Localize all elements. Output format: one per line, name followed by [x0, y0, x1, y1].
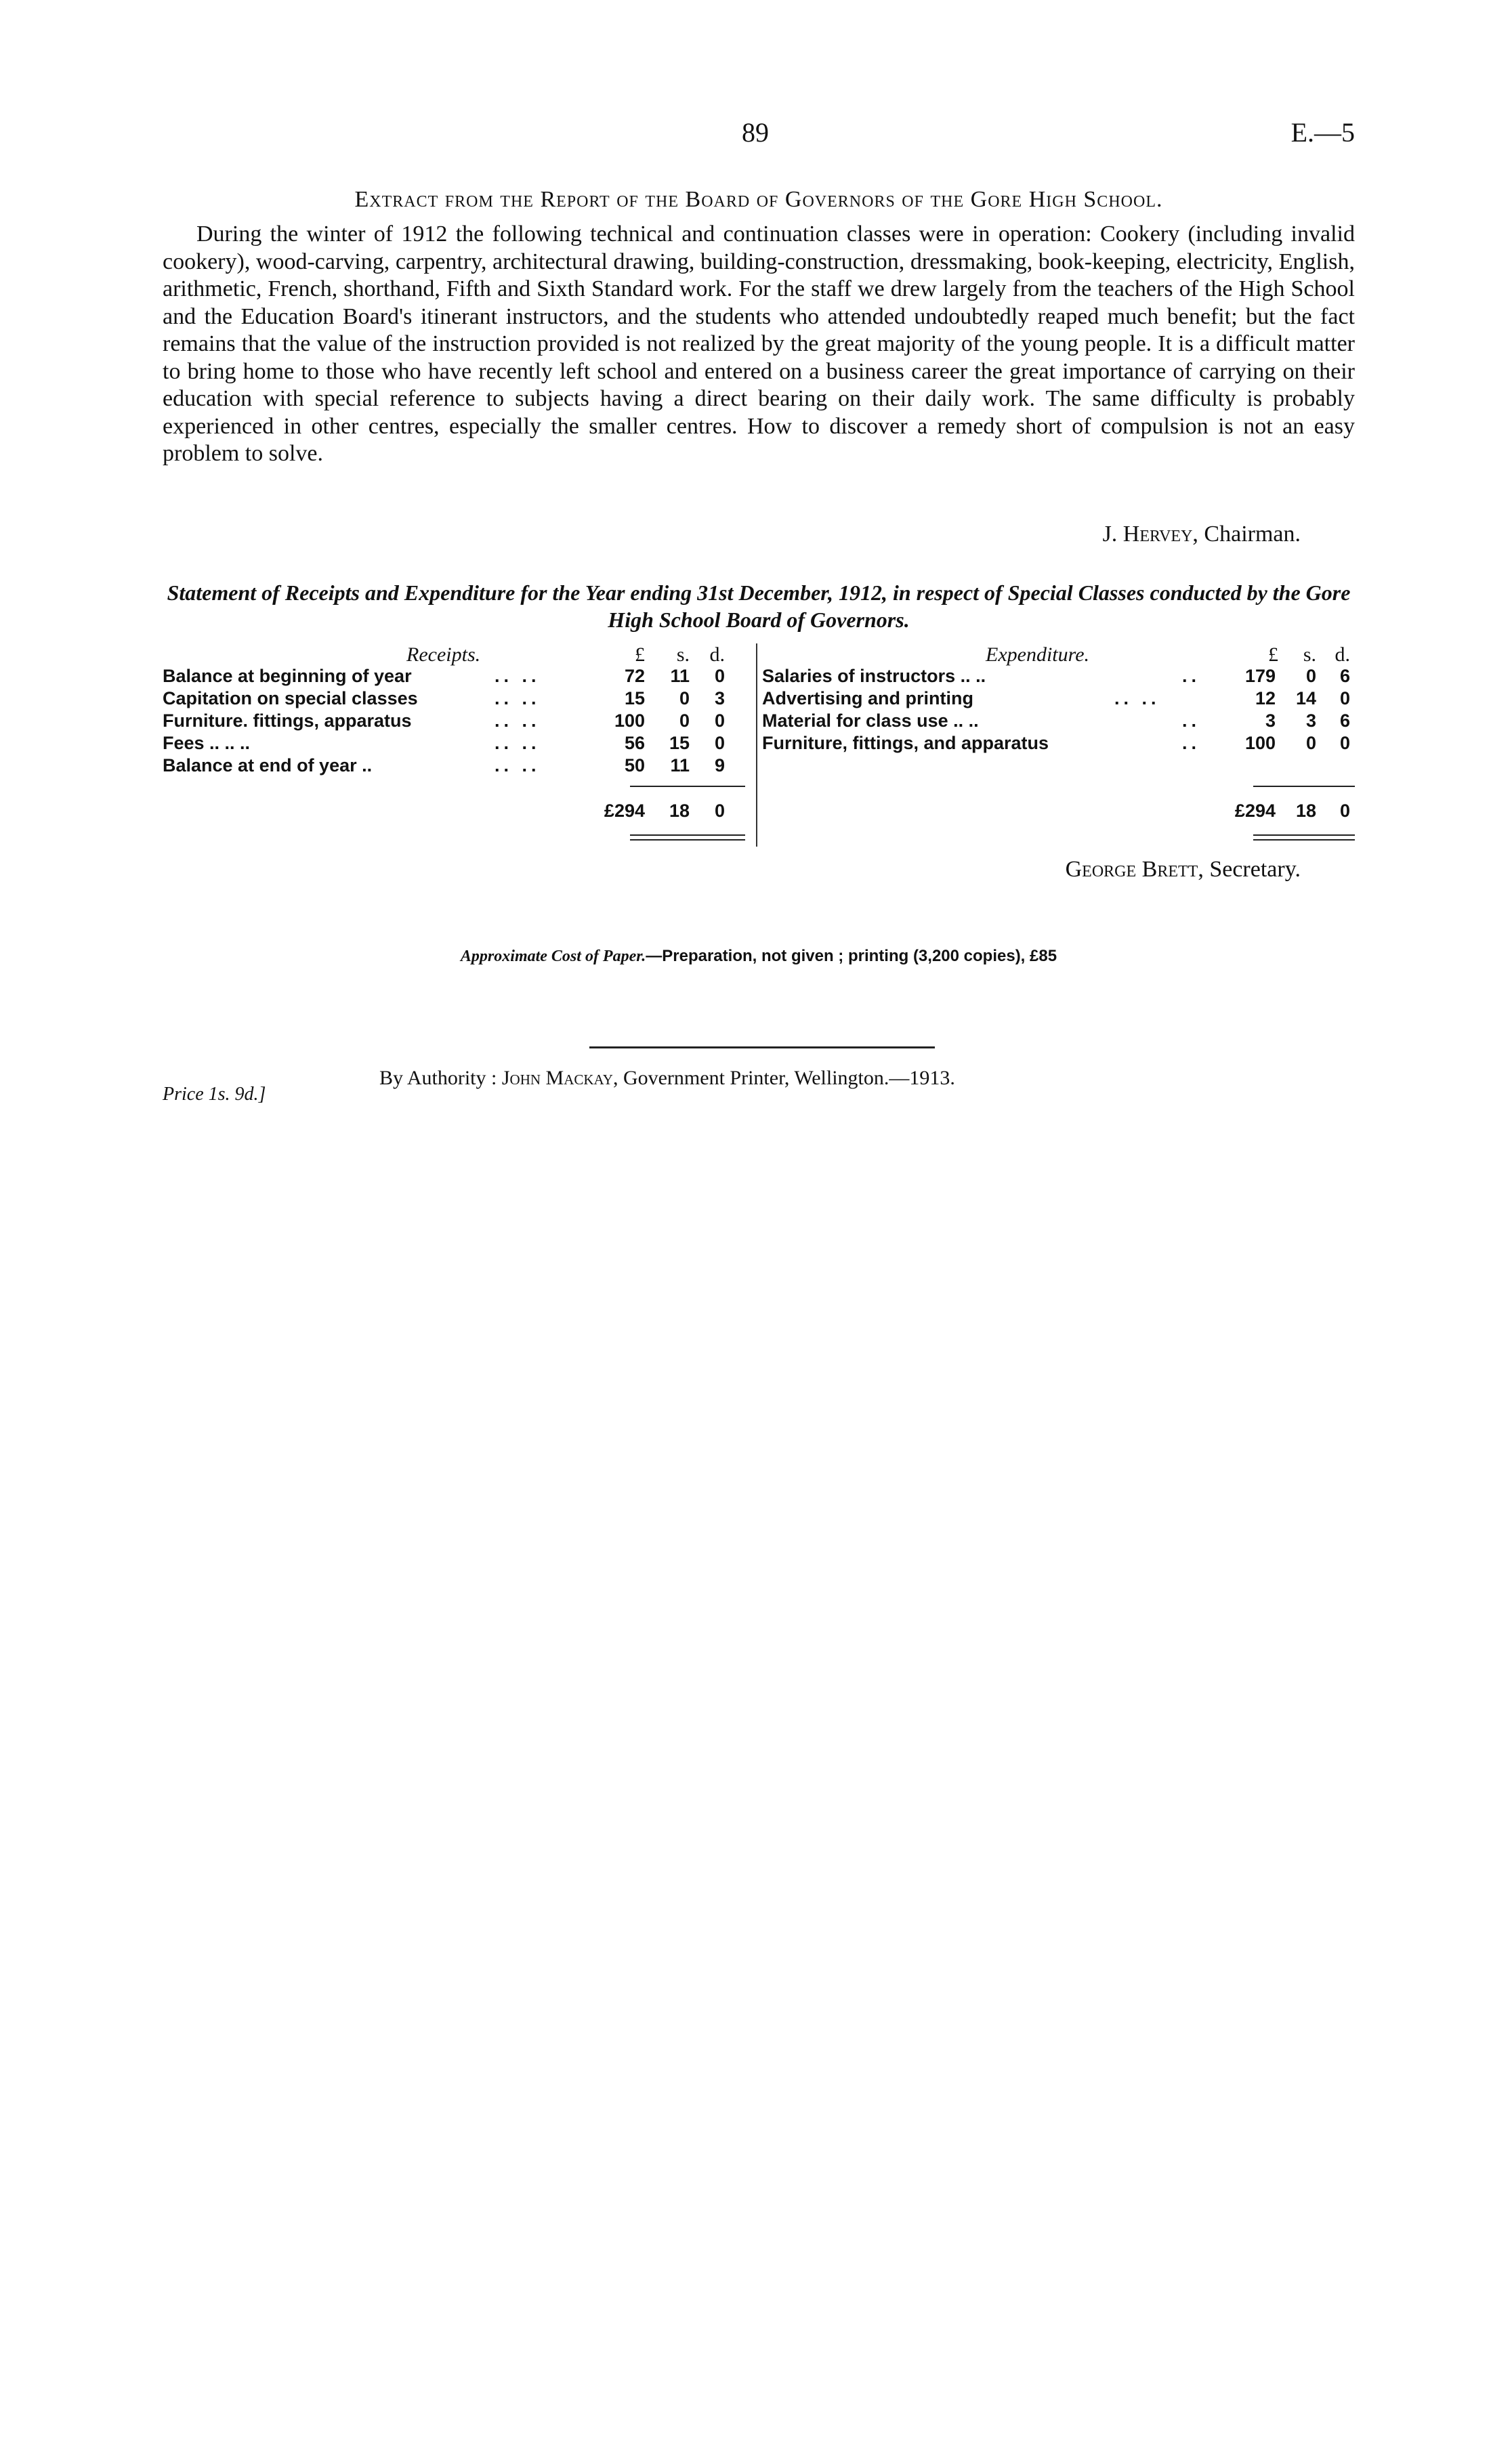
double-rule-top [630, 834, 745, 836]
amount-shillings: 11 [670, 666, 690, 686]
table-row [163, 666, 759, 688]
amount-shillings: 0 [679, 710, 690, 731]
receipt-item: Balance at beginning of year [163, 666, 412, 686]
chairman-name: J. Hervey [1102, 522, 1193, 547]
amount-pence: 0 [714, 666, 725, 686]
amount-shillings: 0 [1305, 733, 1316, 753]
expenditure-column [762, 643, 1355, 828]
total-pounds: £294 [604, 801, 645, 821]
pence-unit: d. [709, 643, 725, 666]
price-label: Price 1s. 9d.] [163, 1084, 266, 1105]
amount-pence: 6 [1339, 710, 1350, 731]
double-rule-bottom [630, 839, 745, 841]
document-reference: E.—5 [1290, 117, 1355, 148]
amount-pence: 9 [714, 755, 725, 776]
amount-pounds: 100 [1244, 733, 1276, 753]
total-shillings: 18 [1295, 801, 1316, 821]
amount-pounds: 72 [624, 666, 645, 686]
total-shillings: 18 [669, 801, 690, 821]
receipts-heading: Receipts. [406, 643, 481, 666]
table-row [163, 755, 759, 778]
amount-pence: 0 [1339, 688, 1350, 708]
total-pence: 0 [1339, 801, 1350, 821]
dot-leaders: .. .. [1114, 688, 1160, 708]
dot-leaders: .. [1182, 733, 1201, 753]
amount-pence: 0 [1339, 733, 1350, 753]
page-number: 89 [742, 117, 769, 148]
amount-pence: 3 [714, 688, 725, 708]
expenditure-item: Material for class use .. .. [762, 710, 979, 731]
pounds-unit: £ [1268, 643, 1278, 666]
expenditure-item: Advertising and printing [762, 688, 974, 708]
amount-shillings: 14 [1295, 688, 1316, 708]
dot-leaders: .. .. [495, 755, 541, 776]
amount-pounds: 100 [614, 710, 645, 731]
table-row [762, 666, 1355, 688]
dot-leaders: .. .. [495, 733, 541, 753]
receipts-total-row [163, 801, 759, 828]
amount-pence: 0 [714, 710, 725, 731]
receipt-item: Capitation on special classes [163, 688, 418, 708]
amount-shillings: 3 [1305, 710, 1316, 731]
secretary-title: , Secretary. [1198, 857, 1301, 882]
total-pence: 0 [714, 801, 725, 821]
statement-title: Statement of Receipts and Expenditure for the Year ending 31st December, 1912, in respect of Special Classes conducted by the Gore High School Board of Governors. [167, 580, 1351, 632]
amount-shillings: 15 [669, 733, 690, 753]
secretary-signature [948, 857, 1301, 883]
shillings-unit: s. [676, 643, 690, 666]
double-rule-top [1253, 834, 1355, 836]
amount-pounds: 3 [1265, 710, 1276, 731]
receipts-header-row [163, 643, 759, 666]
expenditure-item: Furniture, fittings, and apparatus [762, 733, 1049, 753]
cost-note-label: Approximate Cost of Paper. [460, 948, 646, 965]
chairman-title: , Chairman. [1192, 522, 1301, 547]
table-row [762, 710, 1355, 733]
amount-shillings: 0 [1305, 666, 1316, 686]
dot-leaders: .. .. [495, 688, 541, 708]
amount-shillings: 0 [679, 688, 690, 708]
sum-rule [630, 786, 745, 787]
amount-pounds: 50 [624, 755, 645, 776]
pounds-unit: £ [635, 643, 645, 666]
amount-shillings: 11 [670, 755, 690, 776]
table-row [163, 688, 759, 710]
sum-rule [1253, 786, 1355, 787]
dot-leaders: .. [1182, 666, 1201, 686]
dot-leaders: .. .. [495, 666, 541, 686]
cost-note-text: —Preparation, not given ; printing (3,200 copies), £85 [646, 947, 1057, 965]
extract-heading: Extract from the Report of the Board of Governors of the Gore High School. [354, 187, 1163, 212]
expenditure-item: Salaries of instructors .. .. [762, 666, 986, 686]
amount-pence: 0 [714, 733, 725, 753]
amount-pounds: 12 [1255, 688, 1276, 708]
double-rule-bottom [1253, 839, 1355, 841]
authority-suffix: , Government Printer, Wellington.—1913. [612, 1067, 955, 1089]
dot-leaders: .. .. [495, 710, 541, 731]
table-row [762, 688, 1355, 710]
printer-name: John Mackay [501, 1067, 613, 1089]
cost-of-paper-note [163, 947, 1355, 966]
shillings-unit: s. [1303, 643, 1316, 666]
secretary-name: George Brett [1065, 857, 1198, 882]
report-body: During the winter of 1912 the following technical and continuation classes were in operation: Cookery (including invalid cookery), wood-carving, carpentry, architectural drawing, building-construction, dressmaking, book-keeping, electricity, English, arithmetic, French, shorthand, Fifth and Sixth Standard work. For the staff we drew largely from the teachers of the High School and the Education Board's itinerant instructors, and the students who attended undoubtedly reaped much benefit; but the fact remains that the value of the instruction provided is not realized by the great majority of the young people. It is a difficult matter to bring home to those who have recently left school and entered on a business career the great importance of carrying on their education with special reference to subjects having a direct bearing on their daily work. The same difficulty is probably experienced in other centres, especially the smaller centres. How to discover a remedy short of compulsion is not an easy problem to solve. [163, 221, 1355, 466]
authority-divider [589, 1046, 935, 1048]
expenditure-heading: Expenditure. [986, 643, 1090, 666]
amount-pounds: 15 [624, 688, 645, 708]
expenditure-header-row [762, 643, 1355, 666]
table-row [762, 733, 1355, 755]
receipts-column [163, 643, 759, 828]
chairman-signature [881, 522, 1301, 547]
amount-pounds: 56 [624, 733, 645, 753]
table-row [163, 710, 759, 733]
receipt-item: Fees .. .. .. [163, 733, 251, 753]
expenditure-total-row [762, 801, 1355, 828]
amount-pounds: 179 [1244, 666, 1276, 686]
table-row [163, 733, 759, 755]
amount-pence: 6 [1339, 666, 1350, 686]
authority-prefix: By Authority : [379, 1067, 502, 1089]
total-pounds: £294 [1234, 801, 1276, 821]
receipt-item: Balance at end of year .. [163, 755, 373, 776]
dot-leaders: .. [1182, 710, 1201, 731]
pence-unit: d. [1335, 643, 1350, 666]
receipt-item: Furniture. fittings, apparatus [163, 710, 412, 731]
authority-line [379, 1067, 1192, 1090]
